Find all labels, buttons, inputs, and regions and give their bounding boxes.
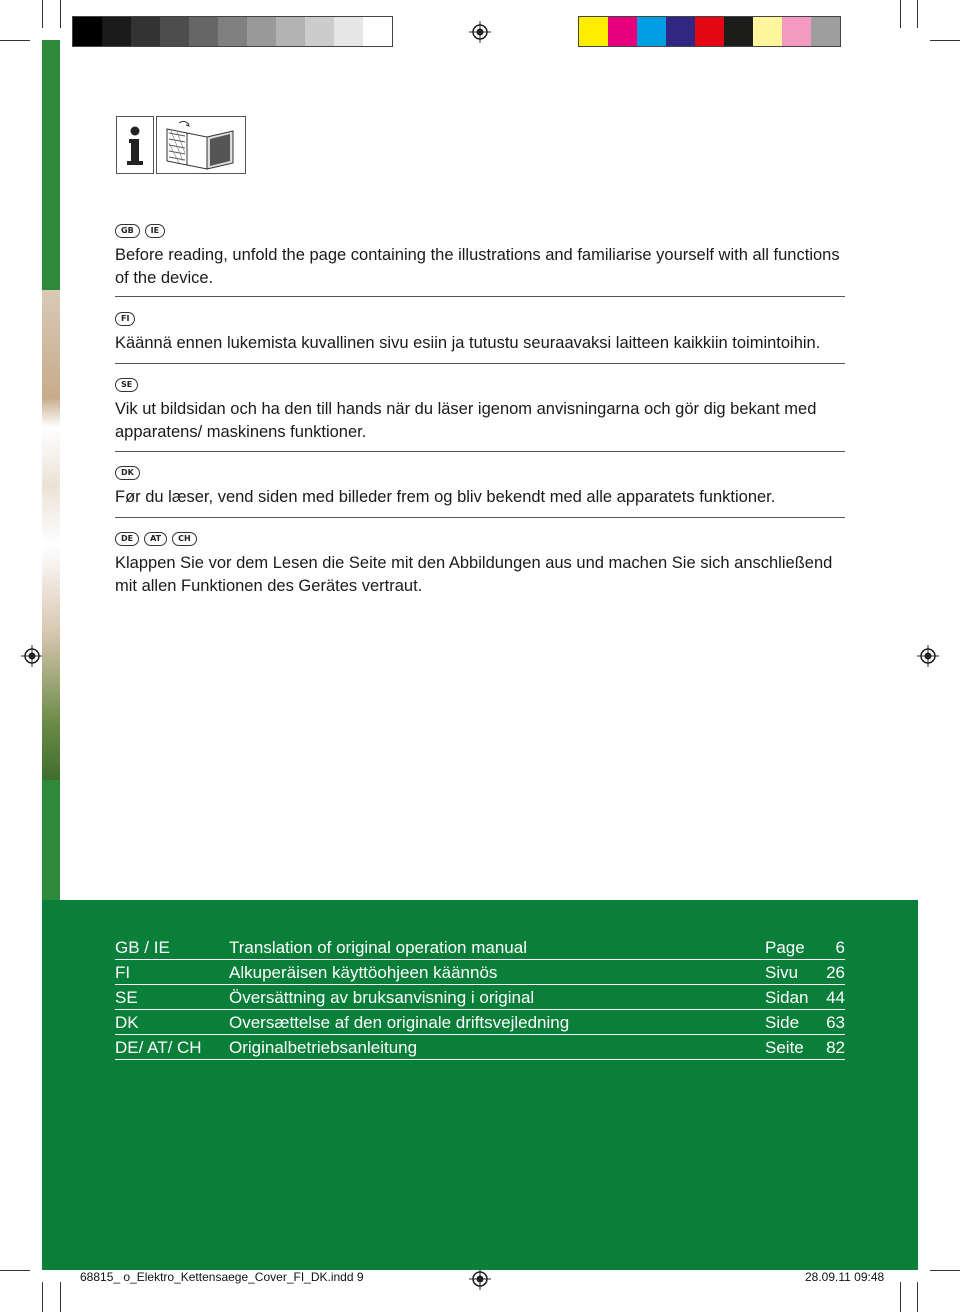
color-swatch	[218, 17, 247, 46]
toc-page-label: Side	[765, 1013, 800, 1032]
crop-mark	[930, 1270, 960, 1271]
section-text: Klappen Sie vor dem Lesen die Seite mit den Abbildungen aus und machen Sie sich anschließend mit allen Funktionen des Gerätes vertraut.	[115, 554, 833, 595]
language-badge: IE	[145, 224, 165, 238]
toc-title: Oversættelse af den originale driftsvejledning	[229, 1013, 570, 1032]
color-swatch	[160, 17, 189, 46]
info-icon	[116, 116, 154, 174]
language-badge: GB	[115, 224, 140, 238]
table-row	[115, 1011, 845, 1035]
cover-photo-edge	[42, 290, 60, 780]
toc-language: DE/ AT/ CH	[115, 1038, 202, 1057]
toc-title: Alkuperäisen käyttöohjeen käännös	[229, 963, 498, 982]
grayscale-color-bar	[72, 16, 393, 47]
table-row	[115, 1036, 845, 1060]
language-badge: DE	[115, 532, 139, 546]
color-swatch	[695, 17, 724, 46]
toc-page-label: Seite	[765, 1038, 804, 1057]
crop-mark	[917, 0, 918, 28]
toc-page-number: 82	[826, 1038, 845, 1057]
color-swatch	[334, 17, 363, 46]
registration-mark-icon	[469, 21, 491, 43]
green-bleed-strip	[42, 40, 60, 290]
crop-mark	[900, 1282, 901, 1312]
crop-mark	[917, 1282, 918, 1312]
toc-title: Översättning av bruksanvisning i original	[229, 988, 535, 1007]
toc-title: Translation of original operation manual	[229, 938, 527, 957]
color-swatch	[782, 17, 811, 46]
toc-language: FI	[115, 963, 131, 982]
table-row	[115, 961, 845, 985]
divider	[115, 517, 845, 518]
toc-language: GB / IE	[115, 938, 170, 957]
color-swatch	[608, 17, 637, 46]
section-dk	[115, 466, 845, 509]
toc-page-number: 26	[826, 963, 845, 982]
color-swatch	[131, 17, 160, 46]
registration-mark-icon	[21, 645, 43, 667]
crop-mark	[930, 40, 960, 41]
section-se	[115, 378, 845, 444]
crop-mark	[42, 0, 43, 28]
color-swatch	[189, 17, 218, 46]
crop-mark	[0, 40, 30, 41]
color-swatch	[363, 17, 392, 46]
section-text: Before reading, unfold the page containing the illustrations and familiarise yourself with all functions of the device.	[115, 246, 840, 287]
color-swatch	[811, 17, 840, 46]
section-gb-ie	[115, 224, 845, 290]
crop-mark	[60, 0, 61, 28]
color-swatch	[724, 17, 753, 46]
footer-timestamp: 28.09.11 09:48	[805, 1270, 885, 1284]
footer-filename: 68815_ o_Elektro_Kettensaege_Cover_FI_DK.indd 9	[80, 1270, 364, 1284]
language-badge: DK	[115, 466, 140, 480]
crop-mark	[0, 1270, 30, 1271]
color-swatch	[753, 17, 782, 46]
toc-page-label: Page	[765, 938, 805, 957]
toc-page-number: 44	[826, 988, 845, 1007]
color-swatch	[73, 17, 102, 46]
color-swatch	[247, 17, 276, 46]
unfold-page-icon	[156, 116, 246, 174]
language-badge: SE	[115, 378, 138, 392]
language-badge: CH	[172, 532, 197, 546]
divider	[115, 451, 845, 452]
crop-mark	[60, 1282, 61, 1312]
language-badge: AT	[144, 532, 167, 546]
toc-language: SE	[115, 988, 138, 1007]
divider	[115, 296, 845, 297]
color-swatch	[579, 17, 608, 46]
process-color-bar	[578, 16, 841, 47]
section-text: Vik ut bildsidan och ha den till hands när du läser igenom anvisningarna och gör dig bekant med apparatens/ maskinens funktioner.	[115, 400, 817, 441]
registration-mark-icon	[917, 645, 939, 667]
green-bleed-strip	[42, 780, 60, 900]
table-row	[115, 986, 845, 1010]
toc-page-number: 63	[826, 1013, 845, 1032]
crop-mark	[42, 1282, 43, 1312]
color-swatch	[305, 17, 334, 46]
contents-table	[115, 936, 845, 1061]
registration-mark-icon	[469, 1268, 491, 1290]
table-row	[115, 936, 845, 960]
color-swatch	[276, 17, 305, 46]
color-swatch	[102, 17, 131, 46]
language-badge: FI	[115, 312, 135, 326]
toc-page-label: Sivu	[765, 963, 799, 982]
toc-language: DK	[115, 1013, 139, 1032]
section-de-at-ch	[115, 532, 845, 598]
section-text: Käännä ennen lukemista kuvallinen sivu esiin ja tutustu seuraavaksi laitteen kaikkiin toimintoihin.	[115, 334, 821, 352]
toc-page-number: 6	[835, 938, 845, 957]
divider	[115, 363, 845, 364]
toc-page-label: Sidan	[765, 988, 809, 1007]
toc-title: Originalbetriebsanleitung	[229, 1038, 418, 1057]
color-swatch	[637, 17, 666, 46]
color-swatch	[666, 17, 695, 46]
section-text: Før du læser, vend siden med billeder frem og bliv bekendt med alle apparatets funktioner.	[115, 488, 776, 506]
section-fi	[115, 312, 845, 355]
crop-mark	[900, 0, 901, 28]
